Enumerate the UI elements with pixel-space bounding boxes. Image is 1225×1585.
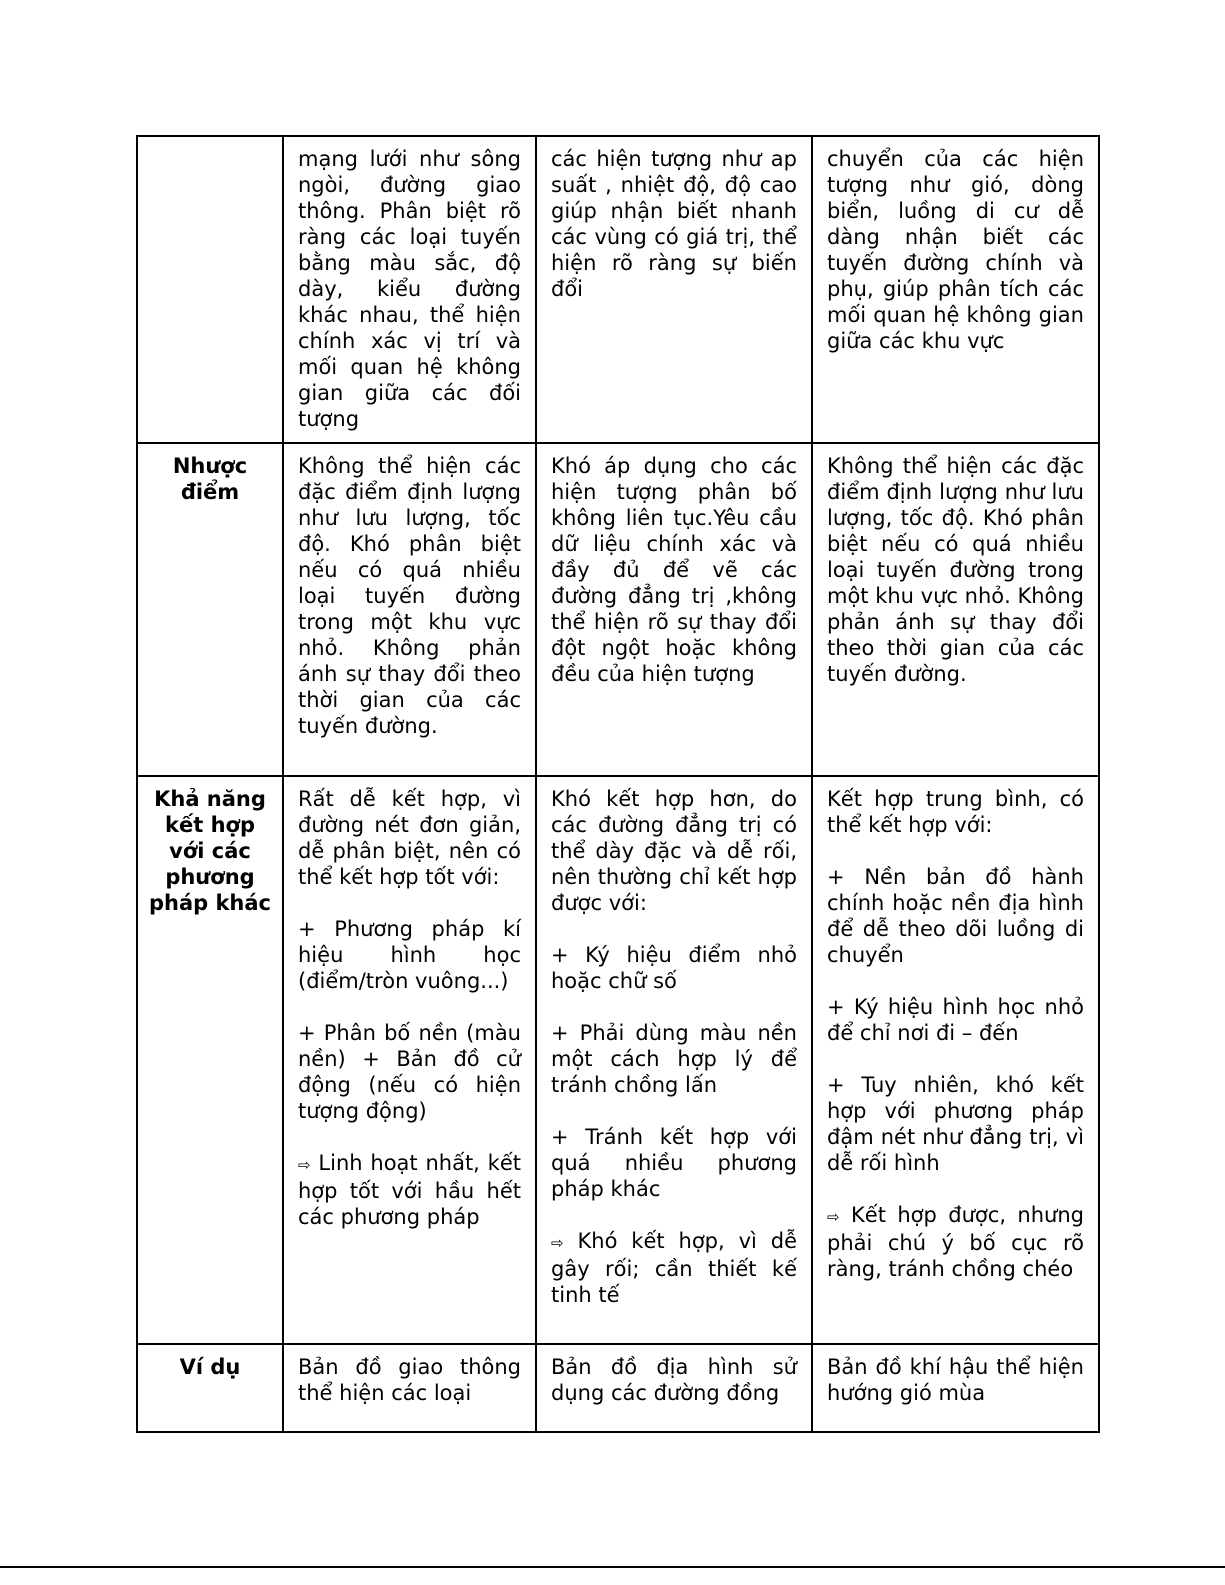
line-method-cell (283, 443, 536, 776)
cell-summary (827, 1202, 1084, 1282)
summary-text: Khó kết hợp, vì dễ gây rối; cần thiết kế tinh tế (551, 1229, 797, 1307)
isoline-method-cell (536, 776, 812, 1344)
cell-item: + Ký hiệu hình học nhỏ để chỉ nơi đi – đến (827, 995, 1084, 1045)
cell-item: + Tránh kết hợp với quá nhiều phương pháp khác (551, 1125, 797, 1201)
row-label: Khả năng kết hợp với các phương pháp khác (137, 776, 283, 1344)
arrow-right-icon: ⇨ (298, 1156, 311, 1174)
table-row-example (137, 1344, 1099, 1432)
cell-intro: Kết hợp trung bình, có thể kết hợp với: (827, 787, 1084, 837)
table-row-combination (137, 776, 1099, 1344)
arrow-right-icon: ⇨ (827, 1208, 840, 1226)
line-method-cell (283, 136, 536, 443)
line-method-cell (283, 776, 536, 1344)
table-row-advantages-continued (137, 136, 1099, 443)
isoline-method-cell (536, 1344, 812, 1432)
cell-text: Bản đồ khí hậu thể hiện hướng gió mùa (827, 1355, 1084, 1405)
row-label (137, 136, 283, 443)
cell-text: mạng lưới như sông ngòi, đường giao thông. Phân biệt rõ ràng các loại tuyến bằng màu sắc, độ dày, kiểu đường khác nhau, thể hiện chính xác vị trí và mối quan hệ không gian giữa các đối tượng (298, 147, 521, 431)
cell-text: Khó áp dụng cho các hiện tượng phân bố không liên tục.Yêu cầu dữ liệu chính xác và đầy đủ để vẽ các đường đẳng trị ,không thể hiện rõ sự thay đổi đột ngột hoặc không đều của hiện tượng (551, 454, 797, 686)
cell-item: + Tuy nhiên, khó kết hợp với phương pháp đậm nét như đẳng trị, vì dễ rối hình (827, 1073, 1084, 1175)
line-method-cell (283, 1344, 536, 1432)
cell-intro: Khó kết hợp hơn, do các đường đẳng trị có thể dày đặc và dễ rối, nên thường chỉ kết hợp được với: (551, 787, 797, 915)
cell-summary (298, 1150, 521, 1230)
cell-item: + Phân bố nền (màu nền) + Bản đồ cử động (nếu có hiện tượng động) (298, 1021, 521, 1123)
cell-item: + Ký hiệu điểm nhỏ hoặc chữ số (551, 943, 797, 993)
movement-method-cell (812, 443, 1099, 776)
arrow-right-icon: ⇨ (551, 1234, 564, 1252)
cell-text: Không thể hiện các đặc điểm định lượng như lưu lượng, tốc độ. Khó phân biệt nếu có quá nhiều loại tuyến đường trong một khu vực nhỏ. Không phản ánh sự thay đổi theo thời gian của các tuyến đường. (827, 454, 1085, 686)
cell-text: Bản đồ giao thông thể hiện các loại (298, 1355, 521, 1405)
movement-method-cell (812, 776, 1099, 1344)
row-label: Nhược điểm (137, 443, 283, 776)
cell-intro: Rất dễ kết hợp, vì đường nét đơn giản, dễ phân biệt, nên có thể kết hợp tốt với: (298, 787, 521, 889)
summary-text: Kết hợp được, nhưng phải chú ý bố cục rõ ràng, tránh chồng chéo (827, 1203, 1084, 1281)
cell-summary (551, 1228, 797, 1308)
summary-text: Linh hoạt nhất, kết hợp tốt với hầu hết các phương pháp (298, 1151, 521, 1229)
cell-text: chuyển của các hiện tượng như gió, dòng biển, luồng di cư dễ dàng nhận biết các tuyến đường chính và phụ, giúp phân tích các mối quan hệ không gian giữa các khu vực (827, 147, 1084, 353)
movement-method-cell (812, 136, 1099, 443)
isoline-method-cell (536, 443, 812, 776)
cell-item: + Phải dùng màu nền một cách hợp lý để tránh chồng lấn (551, 1021, 797, 1097)
isoline-method-cell (536, 136, 812, 443)
cell-item: + Phương pháp kí hiệu hình học (điểm/tròn vuông...) (298, 917, 521, 993)
comparison-table (136, 135, 1100, 1433)
row-label: Ví dụ (137, 1344, 283, 1432)
page-bottom-border (0, 1566, 1225, 1568)
movement-method-cell (812, 1344, 1099, 1432)
table-row-disadvantages (137, 443, 1099, 776)
cell-text: Bản đồ địa hình sử dụng các đường đồng (551, 1355, 797, 1405)
cell-text: Không thể hiện các đặc điểm định lượng như lưu lượng, tốc độ. Khó phân biệt nếu có quá nhiều loại tuyến đường trong một khu vực nhỏ. Không phản ánh sự thay đổi theo thời gian của các tuyến đường. (298, 454, 521, 738)
cell-text: các hiện tượng như ap suất , nhiệt độ, độ cao giúp nhận biết nhanh các vùng có giá trị, thể hiện rõ ràng sự biến đổi (551, 147, 797, 301)
cell-item: + Nền bản đồ hành chính hoặc nền địa hình để dễ theo dõi luồng di chuyển (827, 865, 1084, 967)
